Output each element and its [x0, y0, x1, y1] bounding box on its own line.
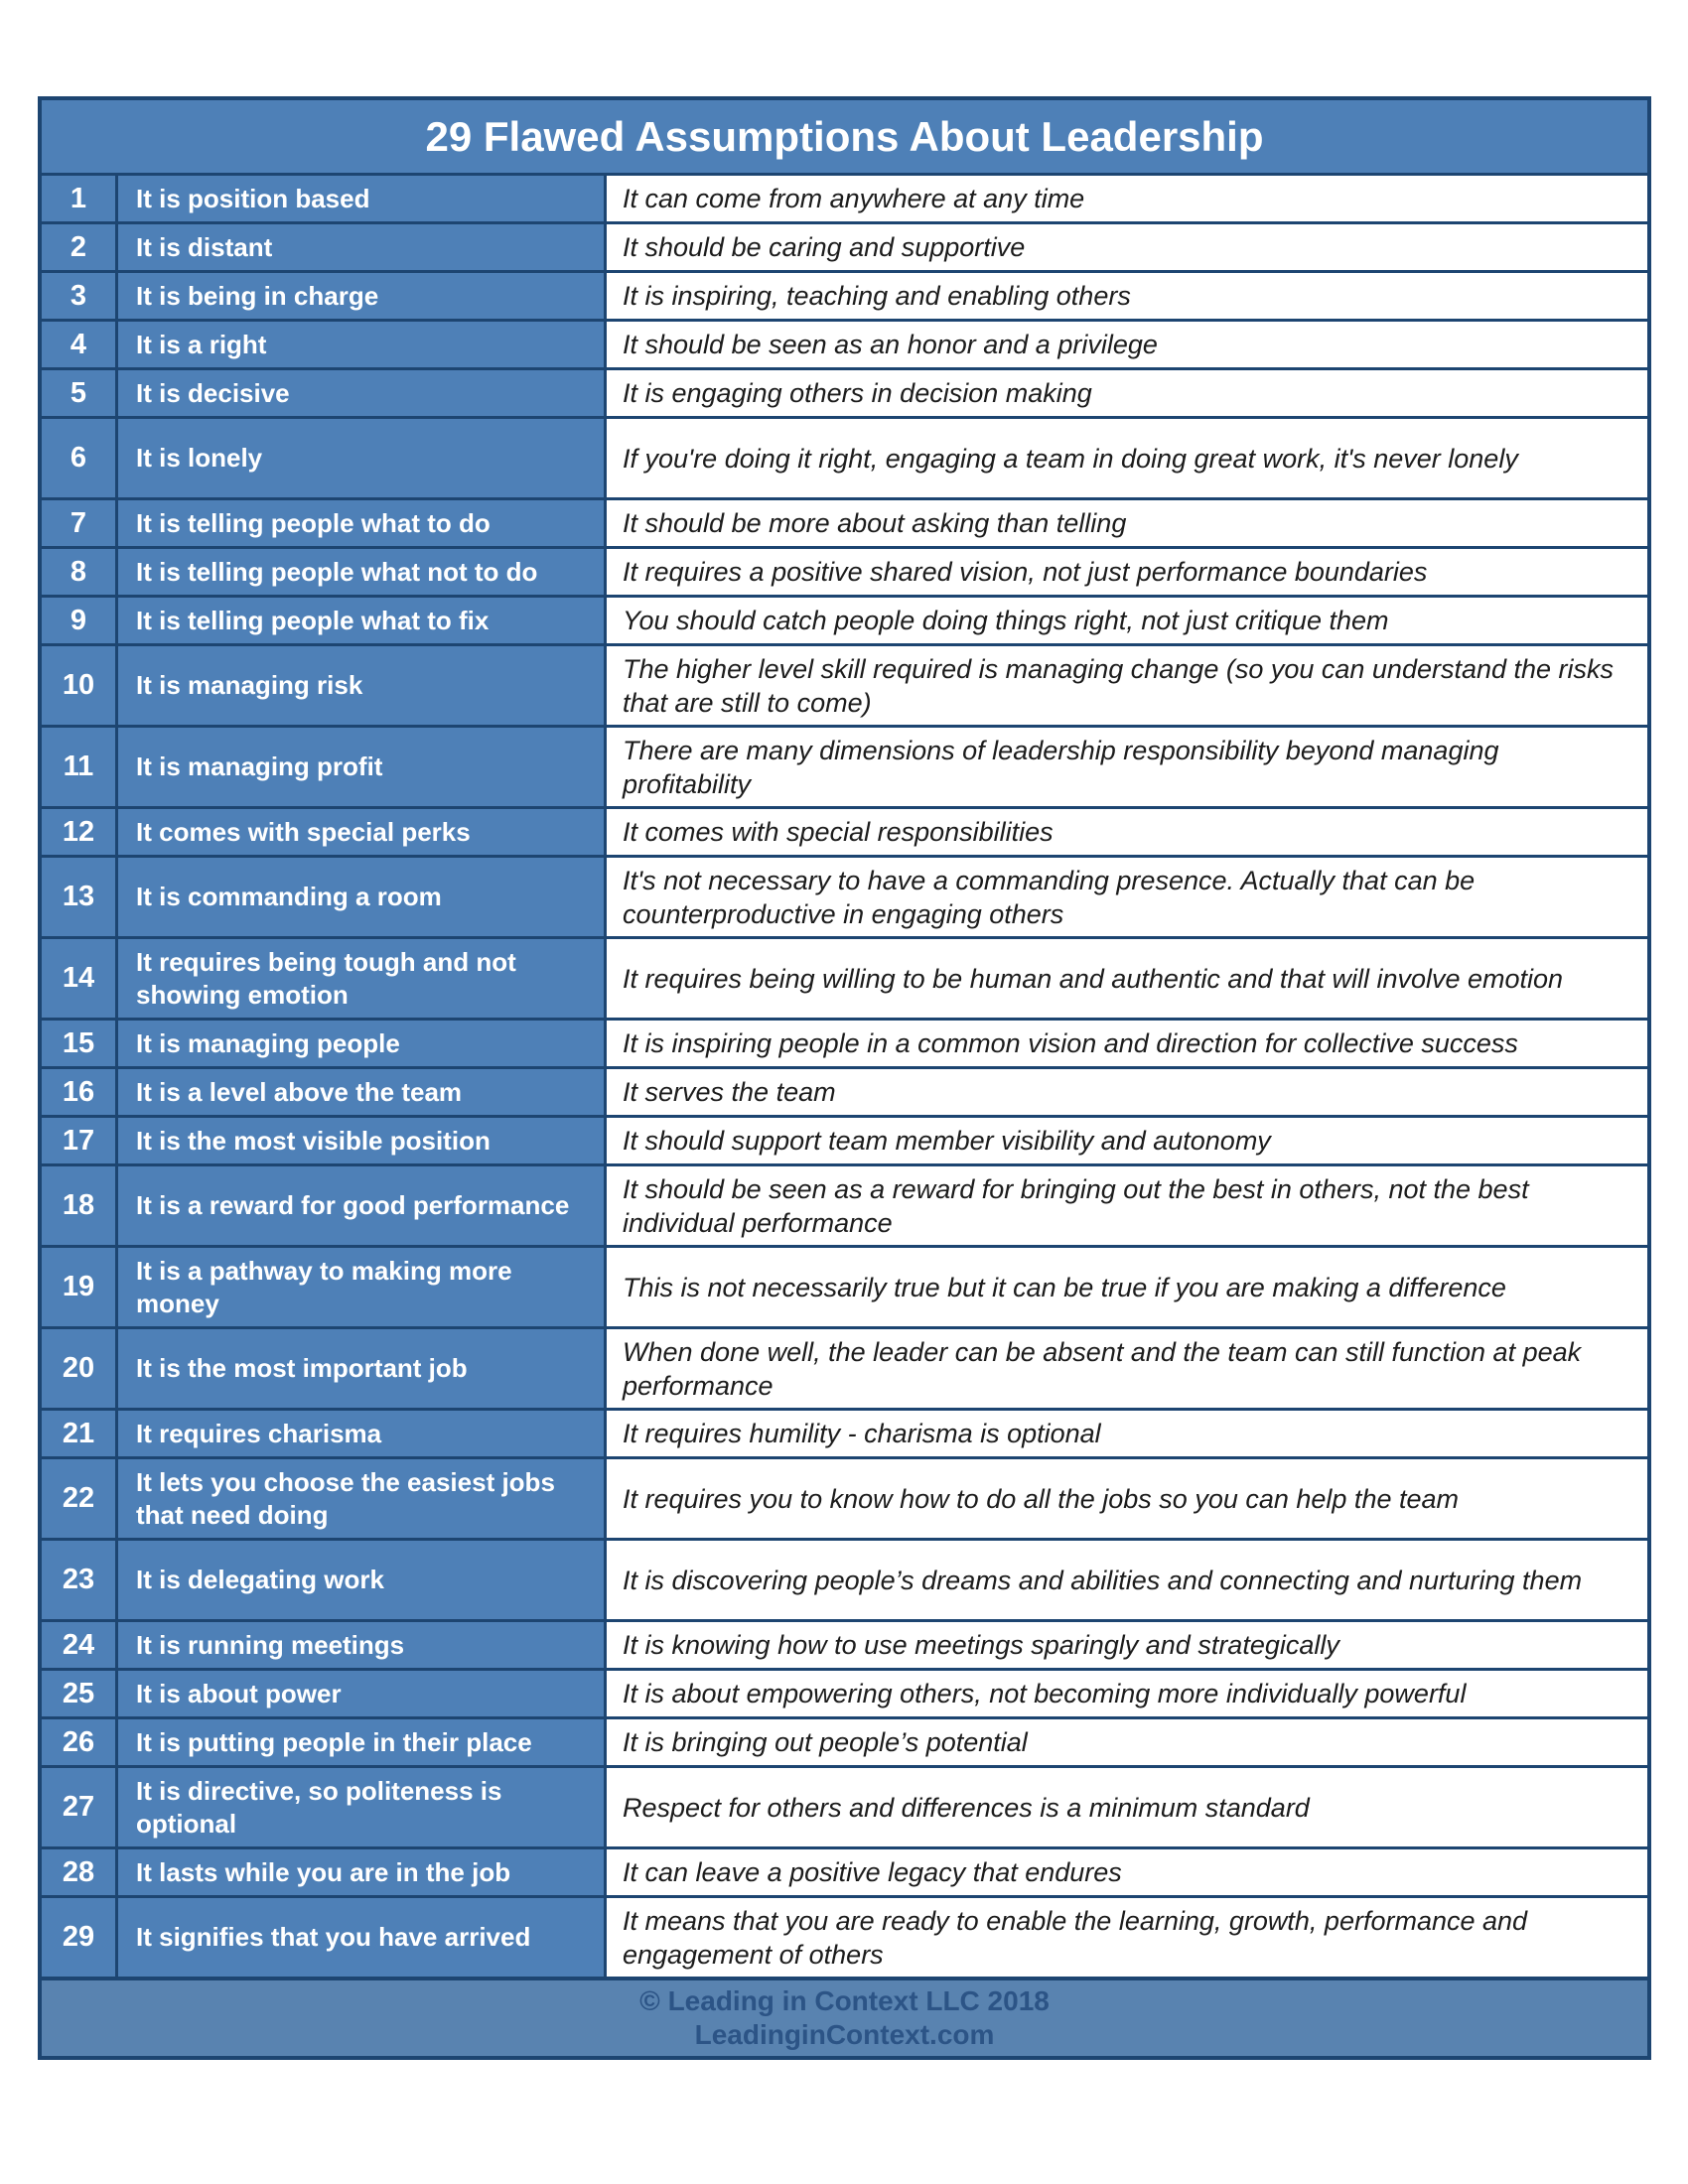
reality-text: It can come from anywhere at any time — [607, 176, 1647, 221]
table-row — [42, 416, 1647, 497]
table-row — [42, 1245, 1647, 1326]
assumption-text: It is managing profit — [118, 728, 607, 806]
reality-text: It is bringing out people’s potential — [607, 1719, 1647, 1765]
reality-text: This is not necessarily true but it can be true if you are making a difference — [607, 1248, 1647, 1326]
table-row — [42, 806, 1647, 855]
assumption-text: It signifies that you have arrived — [118, 1898, 607, 1977]
reality-text: It is knowing how to use meetings sparingly and strategically — [607, 1622, 1647, 1668]
assumption-text: It is the most important job — [118, 1329, 607, 1408]
copyright-line: © Leading in Context LLC 2018 — [639, 1985, 1050, 2016]
row-number: 6 — [42, 419, 118, 497]
table-row — [42, 1115, 1647, 1163]
reality-text: Respect for others and differences is a minimum standard — [607, 1768, 1647, 1846]
reality-text: It is about empowering others, not becoming more individually powerful — [607, 1671, 1647, 1716]
assumption-text: It is position based — [118, 176, 607, 221]
assumption-text: It is managing people — [118, 1021, 607, 1066]
table-row — [42, 1668, 1647, 1716]
table-row — [42, 643, 1647, 725]
assumption-text: It lasts while you are in the job — [118, 1849, 607, 1895]
table-row — [42, 173, 1647, 221]
row-number: 14 — [42, 939, 118, 1018]
row-number: 16 — [42, 1069, 118, 1115]
table-row — [42, 546, 1647, 595]
reality-text: It is engaging others in decision making — [607, 370, 1647, 416]
row-number: 29 — [42, 1898, 118, 1977]
assumptions-table — [38, 96, 1651, 2060]
reality-text: There are many dimensions of leadership responsibility beyond managing profitability — [607, 728, 1647, 806]
reality-text: It can leave a positive legacy that endures — [607, 1849, 1647, 1895]
assumption-text: It is telling people what to do — [118, 500, 607, 546]
table-row — [42, 1846, 1647, 1895]
table-row — [42, 855, 1647, 936]
row-number: 7 — [42, 500, 118, 546]
row-number: 25 — [42, 1671, 118, 1716]
assumption-text: It is about power — [118, 1671, 607, 1716]
assumption-text: It is a right — [118, 322, 607, 367]
assumption-text: It requires charisma — [118, 1411, 607, 1456]
assumption-text: It is a reward for good performance — [118, 1166, 607, 1245]
assumption-text: It lets you choose the easiest jobs that need doing — [118, 1459, 607, 1538]
table-row — [42, 595, 1647, 643]
reality-text: It should be more about asking than telling — [607, 500, 1647, 546]
reality-text: It's not necessary to have a commanding presence. Actually that can be counterproductive in engaging others — [607, 858, 1647, 936]
table-row — [42, 1066, 1647, 1115]
table-row — [42, 1895, 1647, 1977]
assumption-text: It is directive, so politeness is optional — [118, 1768, 607, 1846]
table-row — [42, 221, 1647, 270]
row-number: 23 — [42, 1541, 118, 1619]
row-number: 18 — [42, 1166, 118, 1245]
table-row — [42, 1619, 1647, 1668]
table-row — [42, 1538, 1647, 1619]
row-number: 24 — [42, 1622, 118, 1668]
row-number: 26 — [42, 1719, 118, 1765]
reality-text: You should catch people doing things right, not just critique them — [607, 598, 1647, 643]
table-title-band — [42, 100, 1647, 173]
reality-text: It should be caring and supportive — [607, 224, 1647, 270]
reality-text: It requires you to know how to do all the jobs so you can help the team — [607, 1459, 1647, 1538]
table-row — [42, 1765, 1647, 1846]
table-row — [42, 1456, 1647, 1538]
assumption-text: It is telling people what not to do — [118, 549, 607, 595]
reality-text: It comes with special responsibilities — [607, 809, 1647, 855]
reality-text: It requires being willing to be human and authentic and that will involve emotion — [607, 939, 1647, 1018]
reality-text: It is discovering people’s dreams and abilities and connecting and nurturing them — [607, 1541, 1647, 1619]
row-number: 20 — [42, 1329, 118, 1408]
reality-text: It should be seen as a reward for bringing out the best in others, not the best individual performance — [607, 1166, 1647, 1245]
reality-text: It serves the team — [607, 1069, 1647, 1115]
reality-text: The higher level skill required is managing change (so you can understand the risks that are still to come) — [607, 646, 1647, 725]
row-number: 8 — [42, 549, 118, 595]
row-number: 21 — [42, 1411, 118, 1456]
row-number: 9 — [42, 598, 118, 643]
reality-text: It requires a positive shared vision, not just performance boundaries — [607, 549, 1647, 595]
row-number: 3 — [42, 273, 118, 319]
row-number: 17 — [42, 1118, 118, 1163]
assumption-text: It is lonely — [118, 419, 607, 497]
table-row — [42, 497, 1647, 546]
row-number: 12 — [42, 809, 118, 855]
assumption-text: It is the most visible position — [118, 1118, 607, 1163]
row-number: 2 — [42, 224, 118, 270]
assumption-text: It is delegating work — [118, 1541, 607, 1619]
assumption-text: It is telling people what to fix — [118, 598, 607, 643]
assumption-text: It is managing risk — [118, 646, 607, 725]
table-row — [42, 1408, 1647, 1456]
reality-text: If you're doing it right, engaging a team in doing great work, it's never lonely — [607, 419, 1647, 497]
row-number: 15 — [42, 1021, 118, 1066]
reality-text: It is inspiring, teaching and enabling others — [607, 273, 1647, 319]
assumption-text: It comes with special perks — [118, 809, 607, 855]
row-number: 1 — [42, 176, 118, 221]
table-row — [42, 1326, 1647, 1408]
assumption-text: It is a pathway to making more money — [118, 1248, 607, 1326]
assumption-text: It is a level above the team — [118, 1069, 607, 1115]
row-number: 10 — [42, 646, 118, 725]
table-row — [42, 725, 1647, 806]
assumption-text: It is commanding a room — [118, 858, 607, 936]
assumption-text: It is putting people in their place — [118, 1719, 607, 1765]
footer-bar — [42, 1977, 1647, 2056]
table-row — [42, 936, 1647, 1018]
table-row — [42, 1018, 1647, 1066]
website-line: LeadinginContext.com — [694, 2019, 995, 2050]
assumption-text: It is being in charge — [118, 273, 607, 319]
row-number: 27 — [42, 1768, 118, 1846]
row-number: 5 — [42, 370, 118, 416]
reality-text: It should be seen as an honor and a privilege — [607, 322, 1647, 367]
assumption-text: It requires being tough and not showing emotion — [118, 939, 607, 1018]
assumption-text: It is running meetings — [118, 1622, 607, 1668]
row-number: 28 — [42, 1849, 118, 1895]
reality-text: It means that you are ready to enable the learning, growth, performance and engagement of others — [607, 1898, 1647, 1977]
row-number: 22 — [42, 1459, 118, 1538]
assumption-text: It is decisive — [118, 370, 607, 416]
table-row — [42, 1163, 1647, 1245]
row-number: 19 — [42, 1248, 118, 1326]
reality-text: It should support team member visibility and autonomy — [607, 1118, 1647, 1163]
table-row — [42, 270, 1647, 319]
reality-text: When done well, the leader can be absent and the team can still function at peak performance — [607, 1329, 1647, 1408]
row-number: 4 — [42, 322, 118, 367]
row-number: 11 — [42, 728, 118, 806]
row-number: 13 — [42, 858, 118, 936]
assumption-text: It is distant — [118, 224, 607, 270]
assumptions-rows — [42, 173, 1647, 1977]
page-title: 29 Flawed Assumptions About Leadership — [425, 112, 1264, 160]
reality-text: It is inspiring people in a common vision and direction for collective success — [607, 1021, 1647, 1066]
table-row — [42, 319, 1647, 367]
table-row — [42, 367, 1647, 416]
table-row — [42, 1716, 1647, 1765]
reality-text: It requires humility - charisma is optional — [607, 1411, 1647, 1456]
